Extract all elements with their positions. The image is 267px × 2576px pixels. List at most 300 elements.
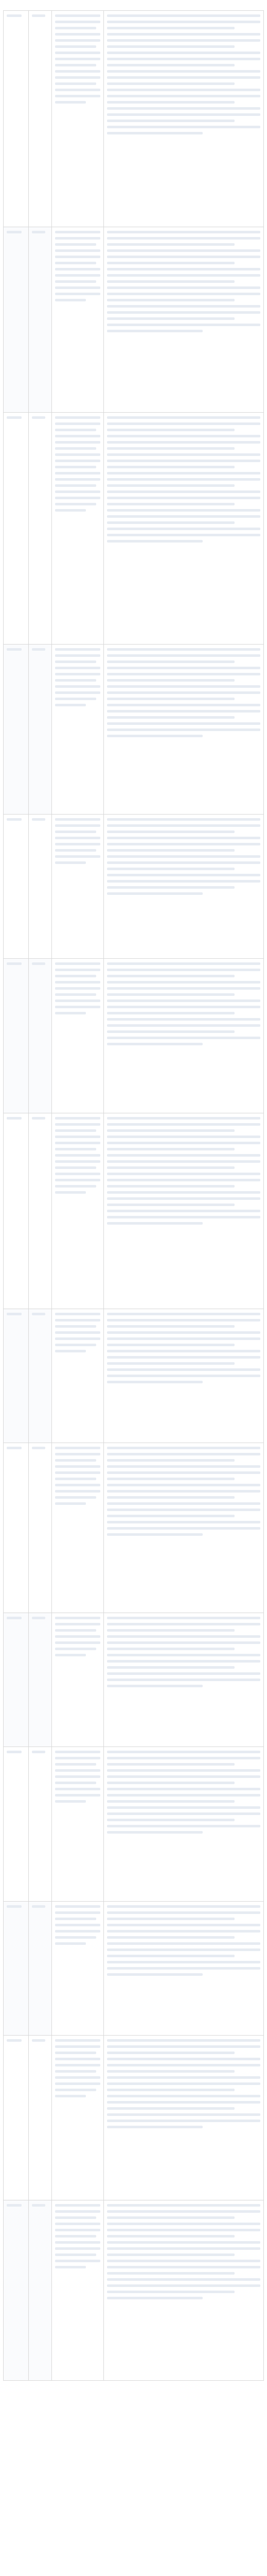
detail-cell [104,1309,264,1443]
unread-line [55,1006,100,1008]
unread-line [55,1930,100,1933]
unread-line [55,1350,86,1352]
unread-line [55,1325,96,1328]
date-cell [29,1747,52,1902]
unread-line [107,1942,260,1945]
unread-line [107,509,260,512]
unread-line [7,1905,22,1908]
unread-line [55,2039,100,2042]
unread-line [55,21,100,23]
unread-line [55,824,100,827]
unread-line [107,311,260,314]
unread-line [107,1012,235,1014]
unread-line [32,1751,45,1753]
unread-line [55,453,100,456]
unread-line [55,45,96,48]
unread-line [55,969,100,971]
unread-line [55,1344,96,1346]
unread-line [55,981,100,984]
unread-line [107,2223,260,2225]
unread-line [107,886,235,889]
unread-line [107,330,203,332]
unread-line [55,1166,96,1169]
unread-line [107,981,260,984]
unread-line [55,237,100,240]
province-cell [4,11,29,227]
unread-line [107,503,235,505]
unread-line [107,293,260,295]
unread-line [107,1375,260,1377]
policy-cell [52,959,104,1113]
unread-line [55,52,100,54]
unread-line [107,2272,235,2275]
unread-line [55,286,100,289]
unread-line [55,1763,96,1766]
unread-line [55,1012,86,1014]
unread-line [55,441,100,444]
unread-line [107,1763,235,1766]
unread-line [55,2266,86,2268]
unread-line [55,2223,100,2225]
policy-cell [52,815,104,959]
unread-line [107,1362,235,1365]
detail-cell [104,1747,264,1902]
unread-line [107,837,260,839]
unread-line [107,1641,260,1644]
date-cell [29,815,52,959]
unread-line [55,1490,100,1493]
unread-line [107,2039,260,2042]
date-cell [29,1613,52,1747]
unread-line [107,1629,235,1632]
detail-cell [104,645,264,815]
unread-line [107,1521,260,1523]
unread-line [107,1350,260,1352]
unread-line [55,1313,100,1315]
policy-cell [52,1747,104,1902]
unread-line [107,1210,260,1212]
unread-line [55,1129,96,1132]
unread-line [55,280,96,283]
unread-line [55,490,100,493]
unread-line [107,1509,260,1511]
unread-line [55,509,86,512]
unread-line [107,268,260,270]
unread-line [107,716,235,719]
detail-cell [104,1443,264,1613]
unread-line [7,1751,22,1753]
unread-line [107,1204,235,1206]
unread-line [55,268,100,270]
unread-line [55,1757,100,1759]
unread-line [55,1623,100,1625]
date-cell [29,2200,52,2381]
unread-line [55,435,100,437]
unread-line [107,76,260,79]
unread-line [107,132,203,134]
unread-line [32,818,45,821]
unread-line [107,987,260,990]
unread-line [107,2070,235,2073]
unread-line [107,1672,260,1675]
unread-line [107,892,203,895]
unread-line [55,2064,100,2066]
unread-line [107,843,260,845]
unread-line [107,993,235,996]
unread-line [107,1496,235,1499]
date-cell [29,1309,52,1443]
unread-line [7,416,22,419]
unread-line [107,1782,235,1784]
unread-line [107,2120,260,2122]
date-cell [29,227,52,413]
unread-line [55,299,86,301]
policy-cell [52,2200,104,2381]
table-row [4,1443,264,1613]
unread-line [107,691,260,694]
unread-line [107,324,260,326]
unread-line [55,39,100,42]
province-cell [4,227,29,413]
unread-line [55,2082,100,2085]
unread-line [107,1533,203,1536]
unread-line [55,243,96,246]
unread-line [32,1447,45,1449]
unread-line [107,1685,203,1687]
policy-cell [52,2036,104,2200]
unread-line [55,837,100,839]
unread-line [107,70,260,73]
unread-line [107,39,260,42]
unread-line [107,1043,203,1045]
unread-line [107,2101,260,2104]
unread-line [32,416,45,419]
unread-line [107,1344,235,1346]
date-cell [29,11,52,227]
unread-line [107,1160,260,1163]
unread-line [107,1648,235,1650]
detail-cell [104,1902,264,2036]
unread-line [55,1775,100,1778]
unread-line [55,1465,100,1468]
unread-line [107,126,260,128]
unread-line [107,274,260,277]
unread-line [107,299,235,301]
table-row [4,1309,264,1443]
unread-line [55,2216,96,2219]
unread-line [55,2253,96,2256]
unread-line [55,1160,100,1163]
unread-line [55,484,96,487]
unread-line [107,855,260,858]
unread-line [55,1936,96,1939]
unread-line [55,1924,100,1926]
unread-line [107,490,260,493]
unread-line [55,262,96,264]
unread-line [107,1319,260,1321]
unread-line [107,286,260,289]
table-row [4,815,264,959]
unread-line [32,2204,45,2207]
unread-line [107,2095,260,2097]
unread-line [55,1629,96,1632]
table-row [4,11,264,227]
unread-line [107,64,235,66]
unread-line [107,82,235,85]
unread-line [55,2260,100,2262]
unread-line [107,1623,260,1625]
table-row [4,2036,264,2200]
unread-line [107,484,235,487]
unread-line [107,2064,260,2066]
unread-line [107,975,235,977]
unread-line [7,1617,22,1619]
unread-line [55,2229,100,2231]
province-cell [4,1113,29,1309]
unread-line [55,975,96,977]
unread-line [107,1918,235,1920]
unread-line [107,849,235,852]
unread-line [107,710,260,713]
unread-line [107,698,235,700]
unread-line [55,2235,96,2238]
unread-line [107,868,235,870]
unread-line [107,1018,260,1021]
policy-cell [52,1443,104,1613]
unread-line [107,441,260,444]
unread-line [55,472,100,474]
unread-line [107,2260,260,2262]
unread-line [55,2241,100,2244]
detail-cell [104,1613,264,1747]
unread-line [55,843,100,845]
unread-line [55,256,100,258]
unread-line [107,1325,235,1328]
unread-line [55,1154,100,1157]
province-cell [4,645,29,815]
unread-line [55,1918,96,1920]
unread-line [55,293,100,295]
unread-line [107,648,260,651]
unread-line [107,1356,260,1359]
unread-line [55,679,96,682]
unread-line [55,648,100,651]
unread-line [55,691,100,694]
unread-line [55,1191,86,1194]
unread-line [32,231,45,233]
unread-line [107,1484,260,1486]
unread-line [107,429,235,431]
unread-line [55,1478,96,1480]
unread-line [32,648,45,651]
unread-line [107,2216,235,2219]
unread-line [55,89,100,91]
unread-line [55,1654,86,1656]
unread-line [107,1757,260,1759]
policy-table-body [4,11,264,2381]
province-cell [4,1443,29,1613]
unread-line [107,1635,260,1638]
unread-line [107,1666,235,1669]
unread-line [55,95,100,97]
unread-line [55,70,100,73]
unread-line [55,101,86,104]
unread-line [107,2284,260,2287]
unread-line [55,58,100,60]
unread-line [107,1197,260,1200]
unread-line [107,2229,260,2231]
unread-line [107,120,235,122]
province-cell [4,2036,29,2200]
date-cell [29,1443,52,1613]
unread-line [7,818,22,821]
unread-line [107,880,260,883]
unread-line [107,2107,235,2110]
unread-line [107,52,260,54]
unread-line [107,1142,260,1144]
unread-line [107,2204,260,2207]
unread-line [55,2076,100,2079]
unread-line [55,422,100,425]
unread-line [107,1967,260,1970]
unread-line [55,1136,100,1138]
policy-cell [52,645,104,815]
unread-line [107,735,203,737]
unread-line [55,1641,100,1644]
unread-line [55,1751,100,1753]
unread-line [107,58,260,60]
unread-line [107,497,260,499]
unread-line [107,660,235,663]
unread-line [107,1679,260,1681]
table-row [4,959,264,1113]
unread-line [107,2297,203,2299]
unread-line [107,243,235,246]
detail-cell [104,959,264,1113]
unread-line [107,1973,203,1976]
unread-line [55,249,100,252]
unread-line [107,1788,260,1790]
unread-line [32,1617,45,1619]
unread-line [107,1136,260,1138]
unread-line [55,1179,100,1181]
unread-line [107,818,260,821]
unread-line [55,698,96,700]
unread-line [55,660,96,663]
unread-line [55,1942,86,1945]
unread-line [55,1447,100,1449]
unread-line [55,673,100,675]
unread-line [55,478,100,481]
unread-line [7,14,22,17]
unread-line [55,1459,96,1462]
unread-line [7,2039,22,2042]
unread-line [107,861,260,864]
unread-line [32,1313,45,1315]
unread-line [107,521,235,524]
unread-line [55,82,96,85]
unread-line [32,1117,45,1120]
unread-line [107,667,260,669]
unread-line [55,33,100,36]
unread-line [55,64,96,66]
unread-line [7,648,22,651]
unread-line [107,2089,235,2091]
unread-line [107,1129,235,1132]
unread-line [107,101,235,104]
policy-cell [52,1902,104,2036]
detail-cell [104,2036,264,2200]
unread-line [32,1905,45,1908]
unread-line [107,1905,260,1908]
unread-line [55,503,96,505]
unread-line [55,1185,96,1188]
unread-line [107,1831,203,1834]
policy-cell [52,227,104,413]
unread-line [107,969,260,971]
unread-line [107,478,260,481]
unread-line [107,2266,260,2268]
unread-line [55,1148,96,1150]
unread-line [107,1751,260,1753]
unread-line [107,2058,260,2060]
unread-line [107,1490,260,1493]
table-row [4,1113,264,1309]
policy-cell [52,1613,104,1747]
unread-line [55,861,86,864]
unread-line [107,1154,260,1157]
unread-line [107,534,260,536]
detail-cell [104,2200,264,2381]
unread-line [55,76,100,79]
unread-line [107,1794,260,1797]
unread-line [107,1948,260,1951]
unread-line [107,1800,235,1803]
unread-line [55,1484,100,1486]
unread-line [55,685,100,688]
unread-line [107,280,235,283]
table-row [4,1902,264,2036]
unread-line [55,2052,96,2054]
unread-line [107,317,235,320]
unread-line [107,1216,260,1218]
unread-line [107,2210,260,2213]
unread-line [55,2070,96,2073]
date-cell [29,2036,52,2200]
table-row [4,413,264,645]
unread-line [55,466,96,468]
policy-cell [52,1113,104,1309]
province-cell [4,2200,29,2381]
unread-line [107,1185,235,1188]
unread-line [107,999,260,1002]
unread-line [55,447,96,450]
unread-line [107,874,260,876]
detail-cell [104,227,264,413]
unread-line [55,667,100,669]
unread-line [55,2204,100,2207]
unread-line [55,962,100,965]
unread-line [107,113,260,116]
unread-line [107,2126,203,2128]
unread-line [107,2235,235,2238]
unread-line [55,274,100,277]
unread-line [107,704,260,706]
unread-line [55,416,100,419]
province-cell [4,815,29,959]
unread-line [55,704,86,706]
unread-line [55,2058,100,2060]
